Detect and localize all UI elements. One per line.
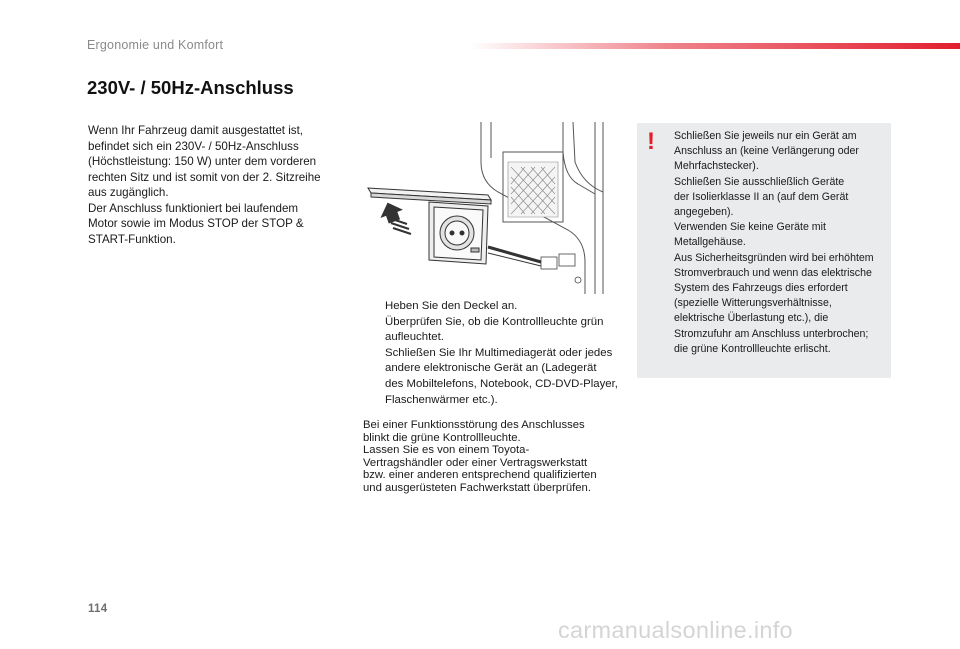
malfunction-note <box>363 419 618 495</box>
step-text: Heben Sie den Deckel an. <box>385 300 518 312</box>
lift-arrow <box>376 198 411 234</box>
malfunction-line: und ausgerüsteten Fachwerkstatt überprüfen. <box>363 481 591 494</box>
warning-line: Stromzufuhr am Anschluss unterbrochen; <box>674 327 869 340</box>
warning-line: Aus Sicherheitsgründen wird bei erhöhtem <box>674 251 874 264</box>
warning-box <box>637 123 891 378</box>
warning-line: angegeben). <box>674 206 734 219</box>
intro-line: Wenn Ihr Fahrzeug damit ausgestattet ist, <box>88 124 304 137</box>
intro-line: Motor sowie im Modus STOP der STOP & <box>88 217 304 230</box>
intro-line: (Höchstleistung: 150 W) unter dem vorderen <box>88 155 317 168</box>
page-title: 230V- / 50Hz-Anschluss <box>87 77 294 98</box>
instruction-steps <box>363 299 618 408</box>
warning-line: Schließen Sie ausschließlich Geräte <box>674 175 845 188</box>
background-outlet <box>541 254 581 283</box>
malfunction-line: blinkt die grüne Kontrollleuchte. <box>363 431 521 444</box>
seat-mesh <box>508 162 558 217</box>
step-item <box>363 299 618 315</box>
intro-text <box>88 123 338 247</box>
warning-line: elektrische Überlastung etc.), die <box>674 312 829 325</box>
warning-line: Schließen Sie jeweils nur ein Gerät am <box>674 130 857 142</box>
intro-line: rechten Sitz und ist somit von der 2. Sitzreihe <box>88 170 321 184</box>
warning-exclamation-icon: ! <box>647 128 655 155</box>
watermark: carmanualsonline.info <box>558 617 793 643</box>
malfunction-line: Bei einer Funktionsstörung des Anschlusses <box>363 419 585 431</box>
warning-line: System des Fahrzeugs dies erfordert <box>674 282 848 295</box>
warning-line: der Isolierklasse II an (auf dem Gerät <box>674 190 849 203</box>
malfunction-line: Lassen Sie es von einem Toyota- <box>363 444 530 457</box>
intro-line: aus zugänglich. <box>88 186 169 199</box>
intro-line: START-Funktion. <box>88 232 176 246</box>
warning-line: die grüne Kontrollleuchte erlischt. <box>674 342 831 355</box>
intro-line: Der Anschluss funktioniert bei laufendem <box>88 201 299 215</box>
warning-line: Mehrfachstecker). <box>674 160 759 173</box>
warning-line: Metallgehäuse. <box>674 236 746 249</box>
step-text: Überprüfen Sie, ob die Kontrollleuchte grün aufleuchtet. <box>385 315 604 344</box>
warning-line: (spezielle Witterungsverhältnisse, <box>674 297 832 310</box>
warning-text <box>674 129 886 357</box>
step-text: Schließen Sie Ihr Multimediagerät oder jedes andere elektronische Gerät an (Ladegerät des Mobiltelefons, Notebook, CD-DVD-Player, Flaschenwärmer etc.). <box>385 346 618 406</box>
step-item <box>363 346 618 408</box>
warning-line: Stromverbrauch und wenn das elektrische <box>674 266 872 279</box>
step-item <box>363 315 618 346</box>
intro-line: befindet sich ein 230V- / 50Hz-Anschluss <box>88 139 299 153</box>
warning-line: Anschluss an (keine Verlängerung oder <box>674 145 859 158</box>
malfunction-line: Vertragshändler oder einer Vertragswerkstatt <box>363 456 588 469</box>
socket-illustration <box>363 122 613 294</box>
socket-body <box>429 202 488 264</box>
malfunction-line: bzw. einer anderen entsprechend qualifizierten <box>363 469 597 482</box>
warning-line: Verwenden Sie keine Geräte mit <box>674 221 826 234</box>
header-accent-bar <box>470 43 960 49</box>
page-number: 114 <box>88 603 108 615</box>
section-title: Ergonomie und Komfort <box>87 38 224 52</box>
